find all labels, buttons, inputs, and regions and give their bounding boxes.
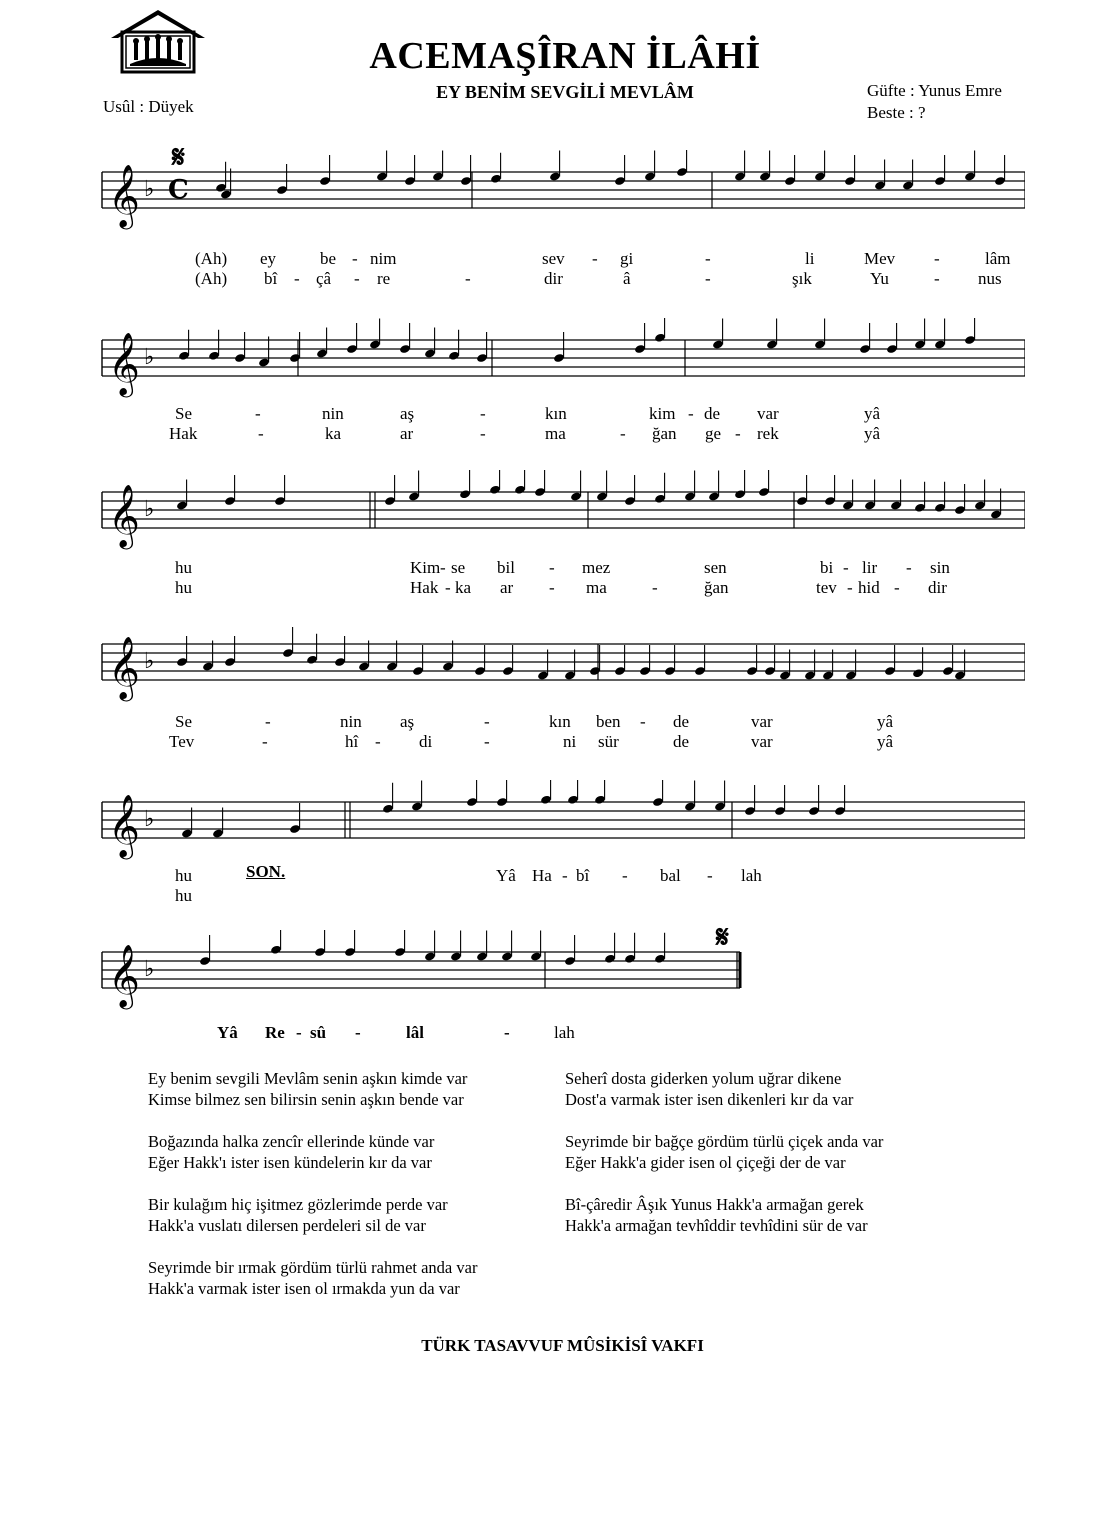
treble-clef-icon: 𝄞 [108,164,140,227]
lyric-syllable: bî [264,269,278,288]
lyric-syllable: nim [370,249,397,268]
lyric-syllable: ni [563,732,577,751]
flat-sign-icon: ♭ [144,345,155,370]
lyric-syllable: - [735,424,741,443]
lyric-syllable: kın [545,404,567,423]
lyric-syllable: - [262,732,268,751]
lyric-syllable: - [549,558,555,577]
stanza [148,1068,477,1110]
lyric-syllable: - [705,269,711,288]
verse-line: Boğazında halka zencîr ellerinde künde var [148,1132,435,1151]
stanza [565,1194,883,1236]
lyric-syllable: kın [549,712,571,731]
lyric-syllable: - [549,578,555,597]
lyric-syllable: - [592,249,598,268]
lyric-syllable: bal [660,866,681,885]
lyric-syllable: de [704,404,721,423]
lyric-syllable: - [894,578,900,597]
verse-line: Seherî dosta giderken yolum uğrar dikene [565,1069,842,1088]
treble-clef-icon: 𝄞 [108,636,140,699]
lyric-syllable: - [480,424,486,443]
lyric-syllable: ka [455,578,472,597]
lyric-syllable: - [445,578,451,597]
lyric-syllable: Hak [410,578,439,597]
lyric-syllable: re [377,269,391,288]
lyric-syllable: çâ [316,269,332,288]
lyric-syllable: gi [620,249,634,268]
lyric-syllable: - [375,732,381,751]
stanza [565,1068,883,1110]
lyric-syllable: var [757,404,779,423]
usul-label: Usûl : Düyek [103,97,194,116]
lyric-syllable: lir [862,558,878,577]
lyric-syllable: ka [325,424,342,443]
lyric-syllable: bî [576,866,590,885]
segno-icon: 𝄋 [716,920,729,955]
lyric-syllable: Re [265,1023,285,1042]
lyric-syllable: Ha [532,866,552,885]
lyric-syllable: ar [400,424,414,443]
lyric-syllable: ey [260,249,277,268]
lyric-syllable: nin [340,712,362,731]
lyric-syllable: â [623,269,631,288]
lyric-syllable: şık [792,269,812,288]
lyric-syllable: var [751,732,773,751]
verse-line: Kimse bilmez sen bilirsin senin aşkın bende var [148,1090,464,1109]
verse-line: Hakk'a vuslatı dilersen perdeleri sil de var [148,1216,426,1235]
lyric-syllable: - [355,1023,361,1042]
lyric-syllable: li [805,249,815,268]
lyric-syllable: aş [400,712,415,731]
lyric-syllable: yâ [877,712,894,731]
lyric-syllable: yâ [877,732,894,751]
lyric-syllable: - [255,404,261,423]
lyric-syllable: ma [545,424,566,443]
lyric-syllable: Yâ [217,1023,238,1042]
lyric-syllable: lah [741,866,762,885]
treble-clef-icon: 𝄞 [108,332,140,395]
lyric-syllable: ben [596,712,621,731]
lyric-syllable: - [847,578,853,597]
verse-line: Eğer Hakk'ı ister isen kündelerin kır da var [148,1153,432,1172]
lyric-syllable: - [620,424,626,443]
lyric-syllable: de [673,712,690,731]
stanza [148,1194,477,1236]
lyric-syllable: - [652,578,658,597]
flat-sign-icon: ♭ [144,957,155,982]
lyric-syllable: hu [175,558,192,577]
lyric-syllable: Tev [169,732,195,751]
lyric-syllable: hid [858,578,880,597]
flat-sign-icon: ♭ [144,497,155,522]
lyric-syllable: hî [345,732,359,751]
common-time-icon: C [168,175,189,205]
gufte-label: Güfte : Yunus Emre [867,81,1002,100]
lyric-syllable: se [451,558,466,577]
flat-sign-icon: ♭ [144,177,155,202]
lyric-syllable: sû [310,1023,327,1042]
verse-line: Ey benim sevgili Mevlâm senin aşkın kimde var [148,1069,468,1088]
lyric-syllable: - [440,558,446,577]
lyric-syllable: - [294,269,300,288]
page-title: ACEMAŞÎRAN İLÂHİ [369,35,761,77]
music-staff [100,150,1025,230]
lyric-syllable: be [320,249,337,268]
music-staff [100,780,1025,860]
lyric-syllable: - [484,712,490,731]
treble-clef-icon: 𝄞 [108,484,140,547]
lyric-syllable: lâm [985,249,1011,268]
lyric-syllable: - [688,404,694,423]
lyric-syllable: hu [175,866,192,885]
verse-line: Hakk'a armağan tevhîddir tevhîdini sür de var [565,1216,868,1235]
lyric-syllable: kim [649,404,676,423]
lyric-syllable: tev [816,578,837,597]
lyric-syllable: - [265,712,271,731]
lyric-syllable: (Ah) [195,269,228,288]
lyric-syllable: - [622,866,628,885]
lyric-syllable: sin [930,558,950,577]
lyric-syllable: ğan [652,424,677,443]
lyric-syllable: lah [554,1023,575,1042]
verse-line: Bir kulağım hiç işitmez gözlerimde perde var [148,1195,448,1214]
lyric-syllable: Se [175,404,192,423]
lyric-syllable: bil [497,558,515,577]
verse-line: Seyrimde bir bağçe gördüm türlü çiçek anda var [565,1132,884,1151]
verse-line: Eğer Hakk'a gider isen ol çiçeği der de var [565,1153,846,1172]
lyric-syllable: sür [598,732,619,751]
music-staff [100,318,1025,398]
lyric-syllable: dir [928,578,947,597]
lyric-syllable: - [707,866,713,885]
lyric-syllable: aş [400,404,415,423]
lyric-syllable: - [843,558,849,577]
verse-line: Bî-çâredir Âşık Yunus Hakk'a armağan gerek [565,1195,864,1214]
lyric-syllable: - [354,269,360,288]
lyric-syllable: - [562,866,568,885]
lyric-syllable: Mev [864,249,896,268]
stanza [565,1131,883,1173]
treble-clef-icon: 𝄞 [108,944,140,1007]
lyric-syllable: Yu [870,269,889,288]
publisher-footer: TÜRK TASAVVUF MÛSİKİSÎ VAKFI [421,1336,704,1355]
lyric-syllable: - [352,249,358,268]
flat-sign-icon: ♭ [144,649,155,674]
lyric-syllable: dir [544,269,563,288]
lyric-syllable: Kim [410,558,441,577]
lyric-syllable: Yâ [496,866,516,885]
lyric-syllable: sen [704,558,727,577]
verse-line: Hakk'a varmak ister isen ol ırmakda yun da var [148,1279,460,1298]
lyric-syllable: Se [175,712,192,731]
music-staff [100,930,1025,1010]
lyric-syllable: - [640,712,646,731]
lyric-syllable: - [934,249,940,268]
verse-line: Seyrimde bir ırmak gördüm türlü rahmet anda var [148,1258,478,1277]
lyric-syllable: - [934,269,940,288]
treble-clef-icon: 𝄞 [108,794,140,857]
flat-sign-icon: ♭ [144,807,155,832]
lyric-syllable: nus [978,269,1002,288]
lyric-syllable: ar [500,578,514,597]
lyric-syllable: - [484,732,490,751]
lyric-syllable: ğan [704,578,729,597]
verses-right [565,1068,883,1257]
verse-line: Dost'a varmak ister isen dikenleri kır da var [565,1090,854,1109]
lyric-syllable: di [419,732,433,751]
lyric-syllable: nin [322,404,344,423]
lyric-syllable: bi [820,558,834,577]
music-staff [100,622,1025,702]
credits [867,80,1002,124]
lyric-syllable: yâ [864,404,881,423]
lyric-syllable: de [673,732,690,751]
lyric-syllable: Hak [169,424,198,443]
lyric-syllable: rek [757,424,779,443]
lyric-syllable: yâ [864,424,881,443]
beste-label: Beste : ? [867,103,926,122]
lyric-syllable: - [906,558,912,577]
lyric-syllable: - [465,269,471,288]
lyric-syllable: - [480,404,486,423]
lyric-syllable: - [258,424,264,443]
lyric-syllable: sev [542,249,565,268]
stanza [148,1131,477,1173]
lyric-syllable: - [705,249,711,268]
stanza [148,1257,477,1299]
verses-left [148,1068,477,1320]
lyric-syllable: var [751,712,773,731]
lyric-syllable: hu [175,886,192,905]
lyric-syllable: (Ah) [195,249,228,268]
lyric-syllable: - [296,1023,302,1042]
lyric-syllable: mez [582,558,611,577]
lyric-syllable: - [504,1023,510,1042]
segno-icon: 𝄋 [172,140,185,175]
lyric-syllable: lâl [406,1023,424,1042]
music-staff [100,470,1025,550]
son-marker: SON. [246,862,286,881]
lyric-syllable: ge [705,424,722,443]
lyric-syllable: hu [175,578,192,597]
lyric-syllable: ma [586,578,607,597]
page-subtitle: EY BENİM SEVGİLİ MEVLÂM [436,82,694,102]
